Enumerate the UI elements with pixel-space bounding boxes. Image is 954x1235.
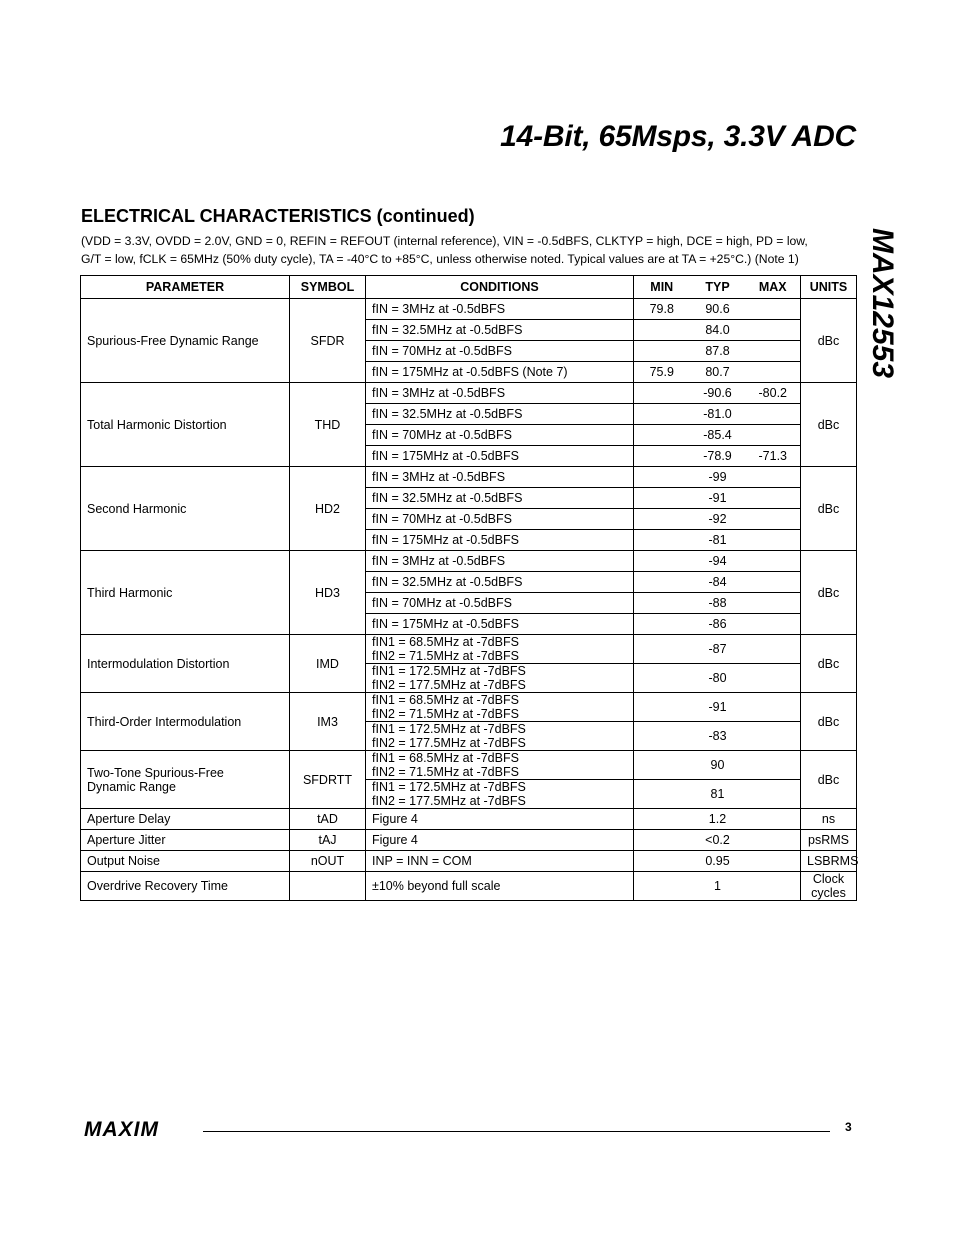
condition-cell: fIN = 3MHz at -0.5dBFS	[366, 383, 634, 404]
typ-cell: -78.9	[690, 446, 746, 467]
max-cell	[746, 751, 801, 780]
units-cell: dBc	[801, 299, 857, 383]
typ-cell: -92	[690, 509, 746, 530]
units-cell	[801, 872, 857, 901]
units-cell: dBc	[801, 693, 857, 751]
header-typ: TYP	[690, 276, 746, 299]
max-cell	[746, 635, 801, 664]
max-cell	[746, 664, 801, 693]
units-cell: dBc	[801, 635, 857, 693]
conditions-line-1: (VDD = 3.3V, OVDD = 2.0V, GND = 0, REFIN = REFOUT (internal reference), VIN = -0.5dBFS, CLKTYP = high, DCE = high, PD = low,	[81, 234, 808, 248]
min-cell	[634, 467, 690, 488]
min-cell	[634, 635, 690, 664]
condition-line: fIN1 = 68.5MHz at -7dBFS	[372, 751, 519, 765]
header-symbol: SYMBOL	[290, 276, 366, 299]
typ-cell: <0.2	[690, 830, 746, 851]
min-cell: 75.9	[634, 362, 690, 383]
min-cell	[634, 488, 690, 509]
symbol-cell: IMD	[290, 635, 366, 693]
condition-cell	[366, 722, 634, 751]
condition-cell: ±10% beyond full scale	[366, 872, 634, 901]
symbol-cell	[290, 872, 366, 901]
parameter-cell: Total Harmonic Distortion	[81, 383, 290, 467]
typ-cell: -88	[690, 593, 746, 614]
parameter-cell: Spurious-Free Dynamic Range	[81, 299, 290, 383]
symbol-cell: tAD	[290, 809, 366, 830]
max-cell	[746, 830, 801, 851]
table-row	[81, 693, 857, 722]
parameter-cell: Overdrive Recovery Time	[81, 872, 290, 901]
min-cell	[634, 830, 690, 851]
condition-cell	[366, 664, 634, 693]
min-cell	[634, 530, 690, 551]
max-cell	[746, 809, 801, 830]
electrical-characteristics-table	[80, 275, 857, 901]
table-row	[81, 299, 857, 320]
typ-cell: -87	[690, 635, 746, 664]
typ-cell: 1.2	[690, 809, 746, 830]
page-number: 3	[845, 1120, 852, 1134]
condition-line: fIN2 = 177.5MHz at -7dBFS	[372, 794, 526, 808]
table-row	[81, 809, 857, 830]
max-cell	[746, 614, 801, 635]
section-title: ELECTRICAL CHARACTERISTICS (continued)	[81, 206, 475, 226]
typ-cell: -84	[690, 572, 746, 593]
typ-cell: -83	[690, 722, 746, 751]
condition-cell: fIN = 175MHz at -0.5dBFS	[366, 446, 634, 467]
min-cell	[634, 664, 690, 693]
condition-cell	[366, 693, 634, 722]
units-cell: LSBRMS	[801, 851, 857, 872]
condition-cell: fIN = 3MHz at -0.5dBFS	[366, 467, 634, 488]
typ-cell: 90	[690, 751, 746, 780]
footer-rule	[203, 1131, 830, 1132]
symbol-cell: nOUT	[290, 851, 366, 872]
parameter-cell: Output Noise	[81, 851, 290, 872]
condition-cell: fIN = 70MHz at -0.5dBFS	[366, 425, 634, 446]
header-units: UNITS	[801, 276, 857, 299]
max-cell	[746, 722, 801, 751]
condition-line: fIN2 = 177.5MHz at -7dBFS	[372, 736, 526, 750]
condition-line: fIN2 = 71.5MHz at -7dBFS	[372, 765, 519, 779]
typ-cell: -99	[690, 467, 746, 488]
condition-line: fIN1 = 68.5MHz at -7dBFS	[372, 693, 519, 707]
condition-cell: fIN = 32.5MHz at -0.5dBFS	[366, 572, 634, 593]
maxim-logo-text: MAXIM	[84, 1119, 159, 1139]
typ-cell: 81	[690, 780, 746, 809]
typ-cell: -80	[690, 664, 746, 693]
units-cell: dBc	[801, 467, 857, 551]
min-cell	[634, 383, 690, 404]
min-cell	[634, 551, 690, 572]
min-cell	[634, 809, 690, 830]
condition-line: fIN2 = 71.5MHz at -7dBFS	[372, 649, 519, 663]
condition-cell: fIN = 32.5MHz at -0.5dBFS	[366, 488, 634, 509]
min-cell	[634, 572, 690, 593]
max-cell	[746, 551, 801, 572]
min-cell	[634, 593, 690, 614]
typ-cell: 0.95	[690, 851, 746, 872]
min-cell	[634, 872, 690, 901]
typ-cell: -91	[690, 488, 746, 509]
condition-cell: INP = INN = COM	[366, 851, 634, 872]
condition-cell: fIN = 32.5MHz at -0.5dBFS	[366, 320, 634, 341]
condition-cell: fIN = 175MHz at -0.5dBFS	[366, 614, 634, 635]
symbol-cell: tAJ	[290, 830, 366, 851]
parameter-cell: Second Harmonic	[81, 467, 290, 551]
condition-cell: fIN = 175MHz at -0.5dBFS	[366, 530, 634, 551]
condition-line: fIN1 = 68.5MHz at -7dBFS	[372, 635, 519, 649]
units-line: cycles	[811, 886, 846, 900]
parameter-cell: Aperture Delay	[81, 809, 290, 830]
condition-cell	[366, 751, 634, 780]
parameter-cell: Third Harmonic	[81, 551, 290, 635]
maxim-logo-graphic	[84, 1119, 194, 1139]
condition-cell: fIN = 70MHz at -0.5dBFS	[366, 509, 634, 530]
symbol-cell: IM3	[290, 693, 366, 751]
typ-cell: 84.0	[690, 320, 746, 341]
units-line: Clock	[812, 872, 845, 886]
max-cell	[746, 488, 801, 509]
max-cell	[746, 299, 801, 320]
maxim-logo	[84, 1119, 194, 1144]
min-cell	[634, 509, 690, 530]
min-cell: 79.8	[634, 299, 690, 320]
condition-cell: fIN = 175MHz at -0.5dBFS (Note 7)	[366, 362, 634, 383]
table-row	[81, 383, 857, 404]
min-cell	[634, 851, 690, 872]
parameter-cell: Aperture Jitter	[81, 830, 290, 851]
table-row	[81, 467, 857, 488]
header-parameter: PARAMETER	[81, 276, 290, 299]
min-cell	[634, 425, 690, 446]
typ-cell: 90.6	[690, 299, 746, 320]
conditions-line-2: G/T = low, fCLK = 65MHz (50% duty cycle), TA = -40°C to +85°C, unless otherwise noted. Typical values are at TA = +25°C.) (Note 1)	[81, 251, 799, 266]
document-title: 14-Bit, 65Msps, 3.3V ADC	[500, 120, 856, 153]
min-cell	[634, 446, 690, 467]
condition-cell: fIN = 70MHz at -0.5dBFS	[366, 341, 634, 362]
max-cell	[746, 362, 801, 383]
header-max: MAX	[746, 276, 801, 299]
typ-cell: -94	[690, 551, 746, 572]
max-cell	[746, 425, 801, 446]
units-cell: dBc	[801, 551, 857, 635]
condition-cell: fIN = 3MHz at -0.5dBFS	[366, 299, 634, 320]
condition-line: fIN2 = 71.5MHz at -7dBFS	[372, 707, 519, 721]
condition-cell: Figure 4	[366, 830, 634, 851]
typ-cell: -81	[690, 530, 746, 551]
typ-cell: -86	[690, 614, 746, 635]
symbol-cell: SFDRTT	[290, 751, 366, 809]
condition-line: fIN1 = 172.5MHz at -7dBFS	[372, 780, 526, 794]
symbol-cell: HD2	[290, 467, 366, 551]
min-cell	[634, 614, 690, 635]
max-cell	[746, 404, 801, 425]
max-cell	[746, 320, 801, 341]
units-cell: dBc	[801, 383, 857, 467]
max-cell	[746, 509, 801, 530]
symbol-cell: HD3	[290, 551, 366, 635]
parameter-line: Two-Tone Spurious-Free	[87, 765, 224, 780]
table-row	[81, 751, 857, 780]
symbol-cell: THD	[290, 383, 366, 467]
symbol-cell: SFDR	[290, 299, 366, 383]
max-cell	[746, 693, 801, 722]
min-cell	[634, 780, 690, 809]
condition-cell	[366, 780, 634, 809]
typ-cell: 1	[690, 872, 746, 901]
typ-cell: -85.4	[690, 425, 746, 446]
min-cell	[634, 693, 690, 722]
typ-cell: 80.7	[690, 362, 746, 383]
units-cell: ns	[801, 809, 857, 830]
max-cell	[746, 530, 801, 551]
table-row	[81, 830, 857, 851]
table-row	[81, 551, 857, 572]
condition-line: fIN2 = 177.5MHz at -7dBFS	[372, 678, 526, 692]
condition-cell: Figure 4	[366, 809, 634, 830]
max-cell	[746, 851, 801, 872]
parameter-line: Dynamic Range	[87, 779, 176, 794]
min-cell	[634, 722, 690, 751]
max-cell	[746, 572, 801, 593]
test-conditions	[81, 233, 857, 268]
header-conditions: CONDITIONS	[366, 276, 634, 299]
condition-line: fIN1 = 172.5MHz at -7dBFS	[372, 664, 526, 678]
max-cell	[746, 780, 801, 809]
max-cell: -71.3	[746, 446, 801, 467]
condition-line: fIN1 = 172.5MHz at -7dBFS	[372, 722, 526, 736]
parameter-cell	[81, 751, 290, 809]
condition-cell: fIN = 70MHz at -0.5dBFS	[366, 593, 634, 614]
typ-cell: -81.0	[690, 404, 746, 425]
part-number: MAX12553	[866, 227, 899, 379]
max-cell	[746, 467, 801, 488]
min-cell	[634, 404, 690, 425]
typ-cell: -90.6	[690, 383, 746, 404]
units-cell: dBc	[801, 751, 857, 809]
parameter-cell: Intermodulation Distortion	[81, 635, 290, 693]
units-cell: psRMS	[801, 830, 857, 851]
table-header-row	[81, 276, 857, 299]
min-cell	[634, 751, 690, 780]
table-row	[81, 635, 857, 664]
condition-cell: fIN = 32.5MHz at -0.5dBFS	[366, 404, 634, 425]
parameter-cell: Third-Order Intermodulation	[81, 693, 290, 751]
table-row	[81, 872, 857, 901]
header-min: MIN	[634, 276, 690, 299]
max-cell	[746, 593, 801, 614]
table-row	[81, 851, 857, 872]
part-number-sidebar	[860, 213, 904, 393]
typ-cell: -91	[690, 693, 746, 722]
condition-cell: fIN = 3MHz at -0.5dBFS	[366, 551, 634, 572]
min-cell	[634, 320, 690, 341]
max-cell	[746, 341, 801, 362]
min-cell	[634, 341, 690, 362]
max-cell	[746, 872, 801, 901]
condition-cell	[366, 635, 634, 664]
typ-cell: 87.8	[690, 341, 746, 362]
max-cell: -80.2	[746, 383, 801, 404]
